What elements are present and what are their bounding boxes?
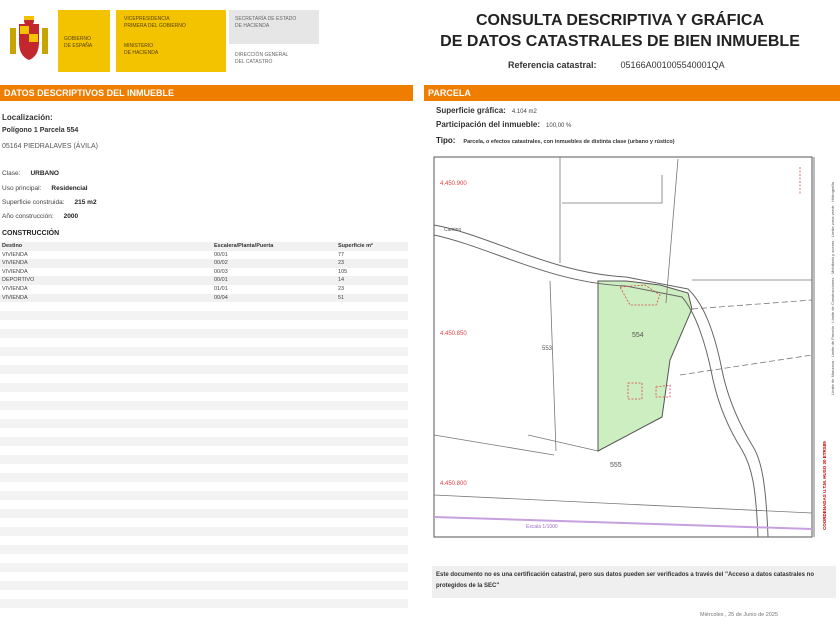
- field-superficie: [2, 199, 97, 206]
- table-row: [0, 294, 408, 303]
- field-label: Año construcción:: [2, 213, 54, 220]
- participacion-value: 100,00 %: [546, 123, 572, 129]
- ministry-line-2: PRIMERA DEL GOBIERNO: [124, 22, 186, 29]
- construccion-table: [0, 242, 408, 302]
- legend-text: Límite de Manzana · Límite de Parcela · Límite de Construcciones · Mobiliario y aceras · Límite zona verde · Hidrografía: [830, 182, 835, 395]
- cell-destino: VIVIENDA: [2, 294, 28, 301]
- direccion-line-2: DEL CATASTRO: [235, 58, 273, 65]
- disclaimer-note: Este documento no es una certificación catastral, pero sus datos pueden ser verificados a través del "Acceso a datos catastrales no protegidos de la SEC": [432, 566, 836, 598]
- table-row: [0, 268, 408, 277]
- superficie-label: Superficie gráfica:: [436, 106, 506, 115]
- parcel-label: 555: [610, 462, 622, 469]
- cell-superficie: 77: [338, 251, 345, 258]
- tipo: [436, 136, 675, 145]
- road-label: Camino: [444, 227, 462, 233]
- table-header: [0, 242, 408, 251]
- title-line-2: DE DATOS CATASTRALES DE BIEN INMUEBLE: [440, 33, 800, 50]
- cell-superficie: 23: [338, 260, 345, 267]
- cell-planta: 00/01: [214, 277, 228, 284]
- field-value: 215 m2: [74, 199, 97, 206]
- construccion-heading: CONSTRUCCIÓN: [2, 230, 60, 237]
- col-planta: Escalera/Planta/Puerta: [214, 243, 274, 249]
- secretaria-box: [229, 10, 319, 44]
- table-row: [0, 259, 408, 268]
- cell-planta: 00/02: [214, 260, 228, 267]
- direccion-line-1: DIRECCIÓN GENERAL: [235, 52, 289, 58]
- field-uso: [2, 185, 88, 192]
- field-label: Clase:: [2, 170, 21, 177]
- localizacion-line-1: Polígono 1 Parcela 554: [2, 127, 79, 134]
- table-row: [0, 251, 408, 260]
- ministry-box: [116, 10, 226, 72]
- cell-destino: VIVIENDA: [2, 260, 28, 267]
- gobierno-box: [58, 10, 110, 72]
- ministry-line-3: [124, 29, 226, 43]
- section-bar-parcela: PARCELA: [424, 85, 840, 101]
- gov-line-2: DE ESPAÑA: [64, 42, 93, 49]
- coord-label: 4.450.850: [440, 331, 467, 337]
- cell-planta: 00/03: [214, 268, 228, 275]
- cell-destino: DEPORTIVO: [2, 277, 35, 284]
- section-bar-datos: DATOS DESCRIPTIVOS DEL INMUEBLE: [0, 85, 413, 101]
- coord-label: 4.450.900: [440, 181, 467, 187]
- parcel-label: 553: [542, 346, 553, 352]
- ref-label: Referencia catastral:: [508, 60, 597, 70]
- field-value: 2000: [63, 213, 79, 220]
- scale-label: Escala 1/1000: [526, 524, 558, 530]
- field-label: Superficie construida:: [2, 199, 65, 206]
- coat-of-arms-icon: [6, 14, 52, 64]
- tipo-label: Tipo:: [436, 136, 456, 145]
- table-empty-area: [0, 302, 408, 608]
- direccion-block: [235, 52, 288, 65]
- cell-planta: 01/01: [214, 285, 228, 292]
- referencia-catastral: [508, 60, 725, 70]
- cell-superficie: 23: [338, 285, 345, 292]
- side-caption: COORDENADAS U.T.M. HUSO 30 ETRS89: [822, 441, 827, 530]
- participacion-label: Participación del inmueble:: [436, 120, 541, 129]
- field-anio: [2, 213, 78, 220]
- document-date: Miércoles , 25 de Junio de 2025: [700, 612, 778, 618]
- ministry-line-5: DE HACIENDA: [124, 49, 159, 56]
- cell-superficie: 14: [338, 277, 345, 284]
- secretaria-line-2: DE HACIENDA: [235, 22, 270, 29]
- field-clase: [2, 170, 59, 177]
- localizacion-label: Localización:: [2, 113, 53, 122]
- coord-label: 4.450.800: [440, 481, 467, 487]
- col-destino: Destino: [2, 243, 23, 249]
- ref-value: 05166A001005540001QA: [620, 60, 725, 70]
- cell-destino: VIVIENDA: [2, 268, 28, 275]
- parcel-label: 554: [632, 332, 644, 339]
- table-row: [0, 276, 408, 285]
- field-value: URBANO: [30, 170, 59, 177]
- field-value: Residencial: [51, 185, 88, 192]
- gov-line-1: GOBIERNO: [64, 36, 91, 42]
- localizacion-line-2: 05164 PIEDRALAVES (ÁVILA): [2, 143, 98, 150]
- col-superficie: Superficie m²: [338, 243, 373, 249]
- ministry-line-4: MINISTERIO: [124, 43, 154, 49]
- tipo-value: Parcela, o efectos catastrales, con inmuebles de distinta clase (urbano y rústico): [463, 139, 675, 145]
- cell-destino: VIVIENDA: [2, 285, 28, 292]
- cell-planta: 00/01: [214, 251, 228, 258]
- cell-destino: VIVIENDA: [2, 251, 28, 258]
- cell-planta: 00/04: [214, 294, 228, 301]
- superficie-grafica: [436, 106, 537, 115]
- secretaria-line-1: SECRETARÍA DE ESTADO: [235, 16, 297, 22]
- document-title: [420, 10, 820, 52]
- participacion: [436, 120, 571, 129]
- table-row: [0, 285, 408, 294]
- cell-superficie: 51: [338, 294, 345, 301]
- superficie-value: 4.104 m2: [511, 109, 537, 115]
- cell-superficie: 105: [338, 268, 348, 275]
- field-label: Uso principal:: [2, 185, 42, 192]
- ministry-line-1: VICEPRESIDENCIA: [124, 16, 170, 22]
- cadastral-map: [430, 155, 840, 547]
- title-line-1: CONSULTA DESCRIPTIVA Y GRÁFICA: [475, 12, 764, 29]
